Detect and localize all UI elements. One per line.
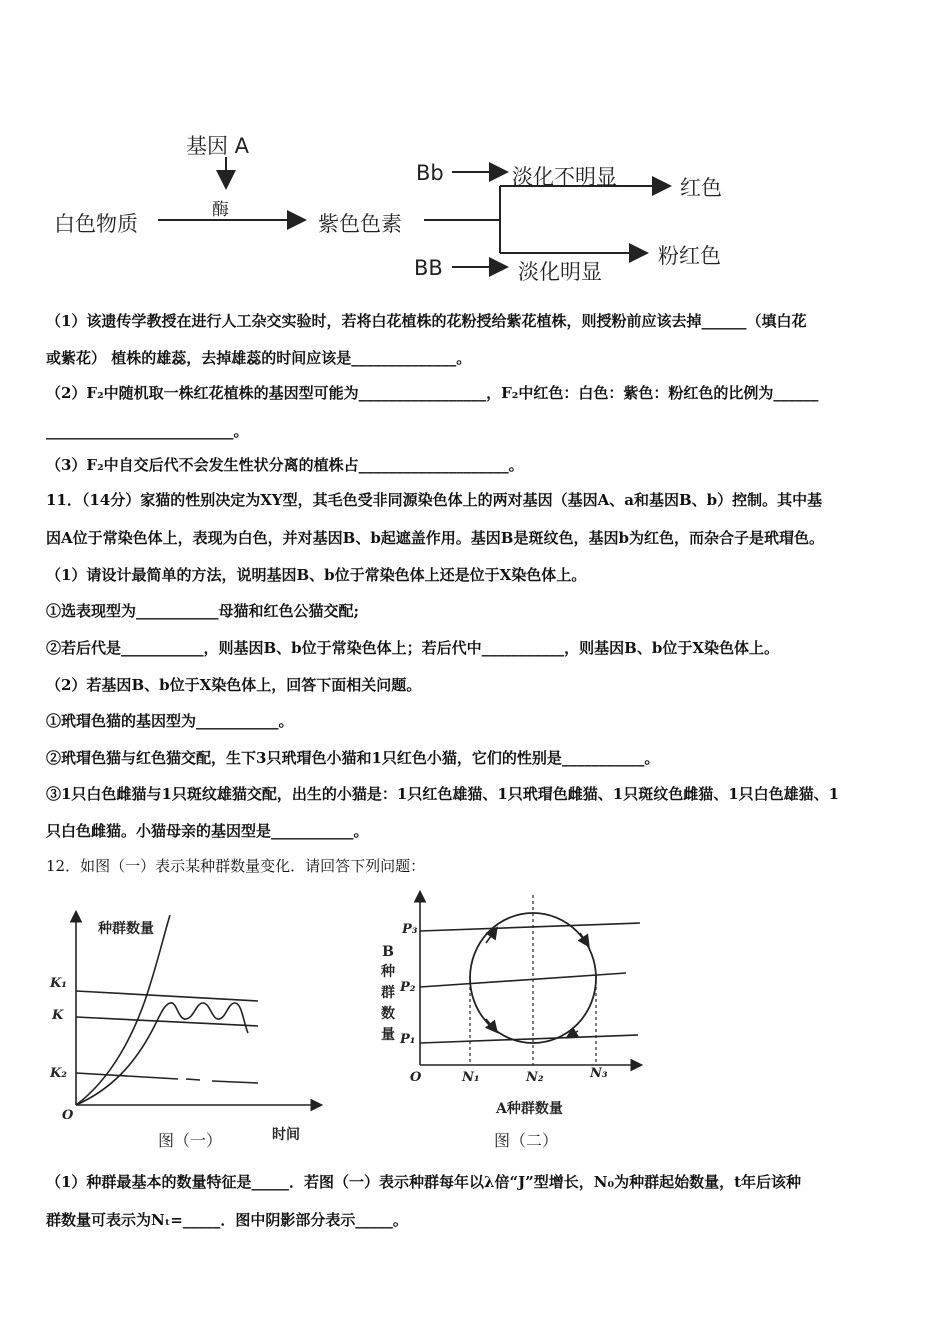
figure-2-ylabel: 种群数量 (381, 964, 395, 1043)
q11-line8: ②玳瑁色猫与红色猫交配，生下3只玳瑁色小猫和1只红色小猫，它们的性别是___________。 (46, 749, 660, 767)
q12-line3: 群数量可表示为Nₜ=_____．图中阴影部分表示_____。 (46, 1211, 408, 1229)
figure-1-k: K (52, 1008, 64, 1023)
q10-part2-line1: （2）F₂中随机取一株红花植株的基因型可能为_________________，F₂中红色：白色：紫色：粉红色的比例为______ (46, 384, 819, 402)
white-substance-label: 白色物质 (54, 212, 138, 236)
red-label: 红色 (680, 176, 722, 200)
figure-2-ylabel-b: B (382, 944, 394, 960)
dilute-weak-label: 淡化不明显 (512, 165, 617, 189)
q10-part3: （3）F₂中自交后代不会发生性状分离的植株占____________________。 (46, 456, 524, 474)
figure-2-xlabel: A种群数量 (496, 1101, 563, 1117)
figure-1-xlabel: 时间 (272, 1127, 300, 1143)
q10-part1-line2: 或紫花） 植株的雄蕊，去掉雄蕊的时间应该是______________。 (46, 349, 472, 367)
q11-line9: ③1只白色雌猫与1只斑纹雄猫交配，出生的小猫是：1只红色雄猫、1只玳瑁色雌猫、1只斑纹色雌猫、1只白色雄猫、1 (46, 785, 840, 803)
figure-1-ylabel: 种群数量 (98, 921, 154, 937)
figure-2-n1: N₁ (462, 1070, 480, 1085)
figure-2-n3: N₃ (590, 1066, 608, 1081)
figure-1-k1: K₁ (50, 976, 67, 991)
enzyme-label: 酶 (212, 200, 229, 220)
q11-line5: ②若后代是___________，则基因B、b位于常染色体上；若后代中___________，则基因B、b位于X染色体上。 (46, 639, 779, 657)
pathway-arrows (0, 0, 950, 300)
pink-label: 粉红色 (658, 244, 721, 268)
figure-2-n2: N₂ (526, 1070, 544, 1085)
figure-2-p1: P₁ (400, 1032, 416, 1047)
figure-2-origin: O (410, 1070, 422, 1085)
q11-line10: 只白色雌猫。小猫母亲的基因型是___________。 (46, 822, 369, 840)
q11-line4: ①选表现型为___________母猫和红色公猫交配; (46, 602, 360, 620)
q12-line2: （1）种群最基本的数量特征是_____．若图（一）表示种群每年以λ倍“J”型增长，N₀为种群起始数量，t年后该种 (46, 1173, 802, 1191)
q10-part2-line2: _________________________。 (46, 422, 249, 440)
q10-part1-line1: （1）该遗传学教授在进行人工杂交实验时，若将白花植株的花粉授给紫花植株，则授粉前应该去掉______（填白花 (46, 312, 807, 330)
figure-1-k2: K₂ (50, 1066, 67, 1081)
genotype-bb-label: Bb (416, 161, 444, 185)
figure-2-p3: P₃ (402, 922, 418, 937)
q11-line6: （2）若基因B、b位于X染色体上，回答下面相关问题。 (46, 676, 422, 694)
dilute-strong-label: 淡化明显 (518, 260, 602, 284)
q11-line3: （1）请设计最简单的方法，说明基因B、b位于常染色体上还是位于X染色体上。 (46, 566, 587, 584)
figure-2-p2: P₂ (400, 980, 416, 995)
q11-line2: 因A位于常染色体上，表现为白色，并对基因B、b起遮盖作用。基因B是斑纹色，基因b为红色，而杂合子是玳瑁色。 (46, 529, 824, 547)
figure-2-plot (400, 885, 650, 1095)
q11-line1: 11．（14分）家猫的性别决定为XY型，其毛色受非同源染色体上的两对基因（基因A、a和基因B、b）控制。其中基 (46, 491, 823, 509)
q12-line1: 12．如图（一）表示某种群数量变化．请回答下列问题： (46, 857, 426, 875)
genotype-BB-label: BB (414, 256, 443, 280)
q11-line7: ①玳瑁色猫的基因型为___________。 (46, 712, 294, 730)
figure-2-caption: 图（二） (494, 1131, 559, 1150)
purple-pigment-label: 紫色色素 (318, 212, 402, 236)
gene-a-label: 基因 A (186, 134, 250, 158)
figure-1-caption: 图（一） (158, 1131, 223, 1150)
figure-1-plot (40, 905, 330, 1145)
figure-1-origin: O (62, 1108, 74, 1123)
